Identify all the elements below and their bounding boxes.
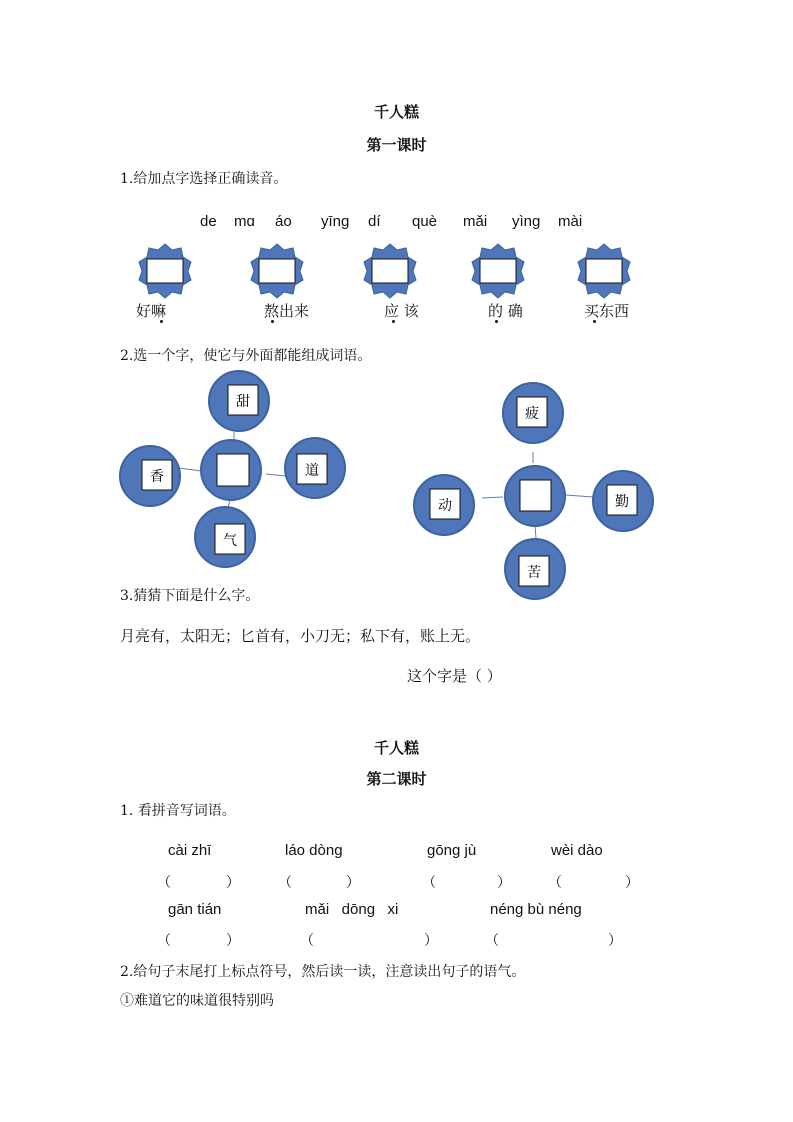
pinyin-word: láo dòng: [285, 842, 343, 859]
circle-center-2[interactable]: [505, 466, 565, 526]
lesson1-title: 千人糕: [373, 103, 419, 121]
riddle-text: 月亮有，太阳无；匕首有，小刀无；私下有，账上无。: [120, 627, 481, 645]
pinyin-option: què: [412, 213, 438, 230]
answer-paren-close: ）: [497, 875, 511, 891]
riddle-answer[interactable]: 这个字是（ ）: [407, 667, 502, 685]
answer-paren-open: （: [548, 875, 562, 891]
q1-prompt: 1.给加点字选择正确读音。: [120, 171, 288, 187]
pinyin-option: mɑ: [234, 213, 255, 230]
l2-q1-prompt: 1. 看拼音写词语。: [120, 803, 236, 819]
answer-badge-1[interactable]: [139, 244, 191, 298]
lesson2-subtitle: 第二课时: [366, 770, 427, 788]
word: 好嘛: [136, 302, 167, 320]
pinyin-word: mǎi dōng xi: [305, 901, 399, 918]
answer-paren-close: ）: [424, 933, 438, 949]
pinyin-option: áo: [275, 213, 292, 230]
lesson2-title: 千人糕: [373, 739, 419, 757]
answer-paren-open: （: [422, 875, 436, 891]
char-right-2: 勤: [615, 494, 629, 510]
emphasis-dot: [160, 320, 163, 323]
answer-badge-3[interactable]: [364, 244, 416, 298]
circle-top-2: [503, 383, 563, 443]
answer-paren-open: （: [485, 933, 499, 949]
answer-paren-close: ）: [226, 933, 240, 949]
char-top-1: 甜: [236, 394, 250, 410]
circle-right-2: [593, 471, 653, 531]
char-left-2: 动: [438, 498, 452, 514]
emphasis-dot: [392, 320, 395, 323]
char-bottom-2: 苦: [527, 565, 541, 581]
answer-paren-close: ）: [346, 875, 360, 891]
answer-paren-open: （: [278, 875, 292, 891]
circle-left-1: [120, 446, 180, 506]
answer-paren-close: ）: [226, 875, 240, 891]
pinyin-word: gān tián: [168, 901, 222, 918]
pinyin-word: gōng jù: [427, 842, 477, 859]
answer-paren-close: ）: [625, 875, 639, 891]
l2-q2-prompt: 2.给句子末尾打上标点符号，然后读一读，注意读出句子的语气。: [120, 964, 526, 980]
pinyin-option: mǎi: [463, 213, 488, 230]
answer-badge-4[interactable]: [472, 244, 524, 298]
circle-top-1: [209, 371, 269, 431]
lesson1-subtitle: 第一课时: [366, 136, 427, 154]
circle-bottom-2: [505, 539, 565, 599]
answer-paren-open: （: [300, 933, 314, 949]
char-bottom-1: 气: [223, 533, 237, 549]
pinyin-option: yīng: [321, 213, 350, 230]
char-top-2: 疲: [525, 406, 539, 422]
word-circle-diagrams: [0, 360, 793, 600]
answer-badge-2[interactable]: [251, 244, 303, 298]
answer-badge-5[interactable]: [578, 244, 630, 298]
pinyin-word: néng bù néng: [490, 901, 582, 918]
l2-q2-sentence: ①难道它的味道很特别吗: [120, 993, 274, 1009]
word: 熬出来: [264, 302, 310, 320]
circle-bottom-1: [195, 507, 255, 567]
pinyin-option: de: [200, 213, 217, 230]
char-left-1: 香: [150, 469, 164, 485]
char-right-1: 道: [305, 463, 319, 479]
circle-left-2: [414, 475, 474, 535]
circle-right-1: [285, 438, 345, 498]
word: 的 确: [488, 302, 523, 320]
answer-paren-open: （: [157, 933, 171, 949]
word: 买东西: [584, 302, 630, 320]
circle-center-1[interactable]: [201, 440, 261, 500]
pinyin-word: wèi dào: [551, 842, 603, 859]
answer-paren-close: ）: [608, 933, 622, 949]
pinyin-word: cài zhī: [168, 842, 212, 859]
emphasis-dot: [271, 320, 274, 323]
pinyin-option: dí: [368, 213, 381, 230]
emphasis-dot: [495, 320, 498, 323]
q3-prompt: 3.猜猜下面是什么字。: [120, 588, 260, 604]
pinyin-option: mài: [558, 213, 583, 230]
emphasis-dot: [593, 320, 596, 323]
word: 应 该: [384, 302, 419, 320]
pinyin-option: yìng: [512, 213, 541, 230]
answer-badges: [0, 240, 793, 300]
q2-prompt: 2.选一个字，使它与外面都能组成词语。: [120, 348, 372, 364]
answer-paren-open: （: [157, 875, 171, 891]
